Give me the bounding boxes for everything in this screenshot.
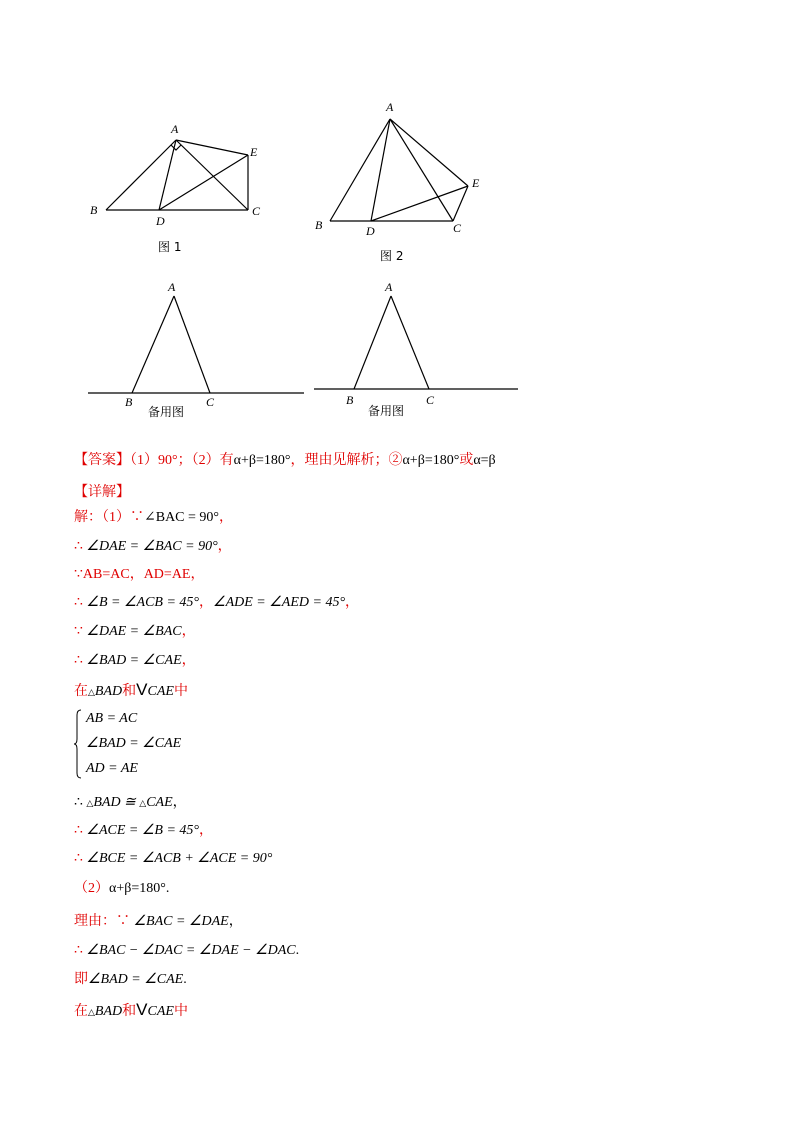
fig1-label-d: D: [156, 214, 165, 228]
fig2-label-c: C: [453, 221, 462, 235]
fig1-label-b: B: [90, 203, 98, 217]
spare2-label-a: A: [385, 280, 393, 294]
answer-eq1: α+β=180°: [233, 453, 291, 468]
system-eq-3: AD = AE: [86, 761, 138, 776]
equation-brace: [74, 709, 82, 779]
solution-line-1: 解：（1）∵∠BAC = 90°，: [74, 510, 234, 525]
solution-line-2: ∴ ∠DAE = ∠BAC = 90°，: [74, 539, 232, 554]
system-eq-1: AB = AC: [86, 711, 138, 726]
fig2-caption: 图 2: [380, 249, 404, 263]
solution-line-13: ∴ ∠BAC − ∠DAC = ∠DAE − ∠DAC.: [74, 943, 300, 958]
answer-line: [74, 452, 496, 470]
fig2-label-e: E: [472, 176, 480, 190]
solution-line-10: ∴ ∠BCE = ∠ACB + ∠ACE = 90°: [74, 851, 273, 866]
solution-line-9: ∴ ∠ACE = ∠B = 45°，: [74, 823, 214, 838]
answer-or: 或: [459, 453, 474, 468]
system-eq-2: ∠BAD = ∠CAE: [86, 736, 182, 751]
answer-mid: ，理由见解析；②: [290, 453, 403, 468]
fig1-label-e: E: [250, 145, 258, 159]
solution-line-4: ∴ ∠B = ∠ACB = 45°，∠ADE = ∠AED = 45°，: [74, 595, 360, 610]
fig1-caption: 图 1: [158, 240, 182, 254]
answer-eq2: α+β=180°: [402, 453, 460, 468]
spare1-label-b: B: [125, 395, 133, 409]
spare-figure-1: [80, 278, 310, 423]
fig2-label-d: D: [366, 224, 375, 238]
solution-line-12: 理由：∵ ∠BAC = ∠DAE，: [74, 914, 243, 929]
spare2-label-b: B: [346, 393, 354, 407]
spare1-caption: 备用图: [148, 405, 185, 419]
solution-line-7: 在△BAD和VCAE中: [74, 680, 188, 699]
solution-line-15: 在△BAD和VCAE中: [74, 1000, 188, 1019]
solution-line-8: ∴ △BAD ≅ △CAE，: [74, 795, 187, 810]
fig1-label-c: C: [252, 204, 261, 218]
spare-figure-2: [310, 278, 525, 423]
solution-line-5: ∵ ∠DAE = ∠BAC，: [74, 624, 196, 639]
answer-tag: 【答案】: [74, 453, 130, 468]
spare1-label-a: A: [168, 280, 176, 294]
detail-tag: 【详解】: [74, 485, 130, 500]
spare2-caption: 备用图: [368, 404, 405, 418]
fig2-label-a: A: [386, 100, 394, 114]
figure-2: [310, 95, 510, 270]
answer-part1: （1）90°；（2）有: [130, 453, 234, 468]
fig1-label-a: A: [171, 122, 179, 136]
figure-1: [80, 115, 280, 265]
spare2-label-c: C: [426, 393, 435, 407]
solution-line-11: （2）α+β=180°.: [74, 881, 170, 896]
solution-line-3: ∵AB=AC，AD=AE，: [74, 567, 205, 582]
fig2-label-b: B: [315, 218, 323, 232]
solution-line-6: ∴ ∠BAD = ∠CAE，: [74, 653, 196, 668]
answer-eq3: α=β: [473, 453, 496, 468]
spare1-label-c: C: [206, 395, 215, 409]
solution-line-14: 即∠BAD = ∠CAE.: [74, 972, 187, 987]
math-bac-90: ∠BAC = 90°: [144, 510, 220, 525]
